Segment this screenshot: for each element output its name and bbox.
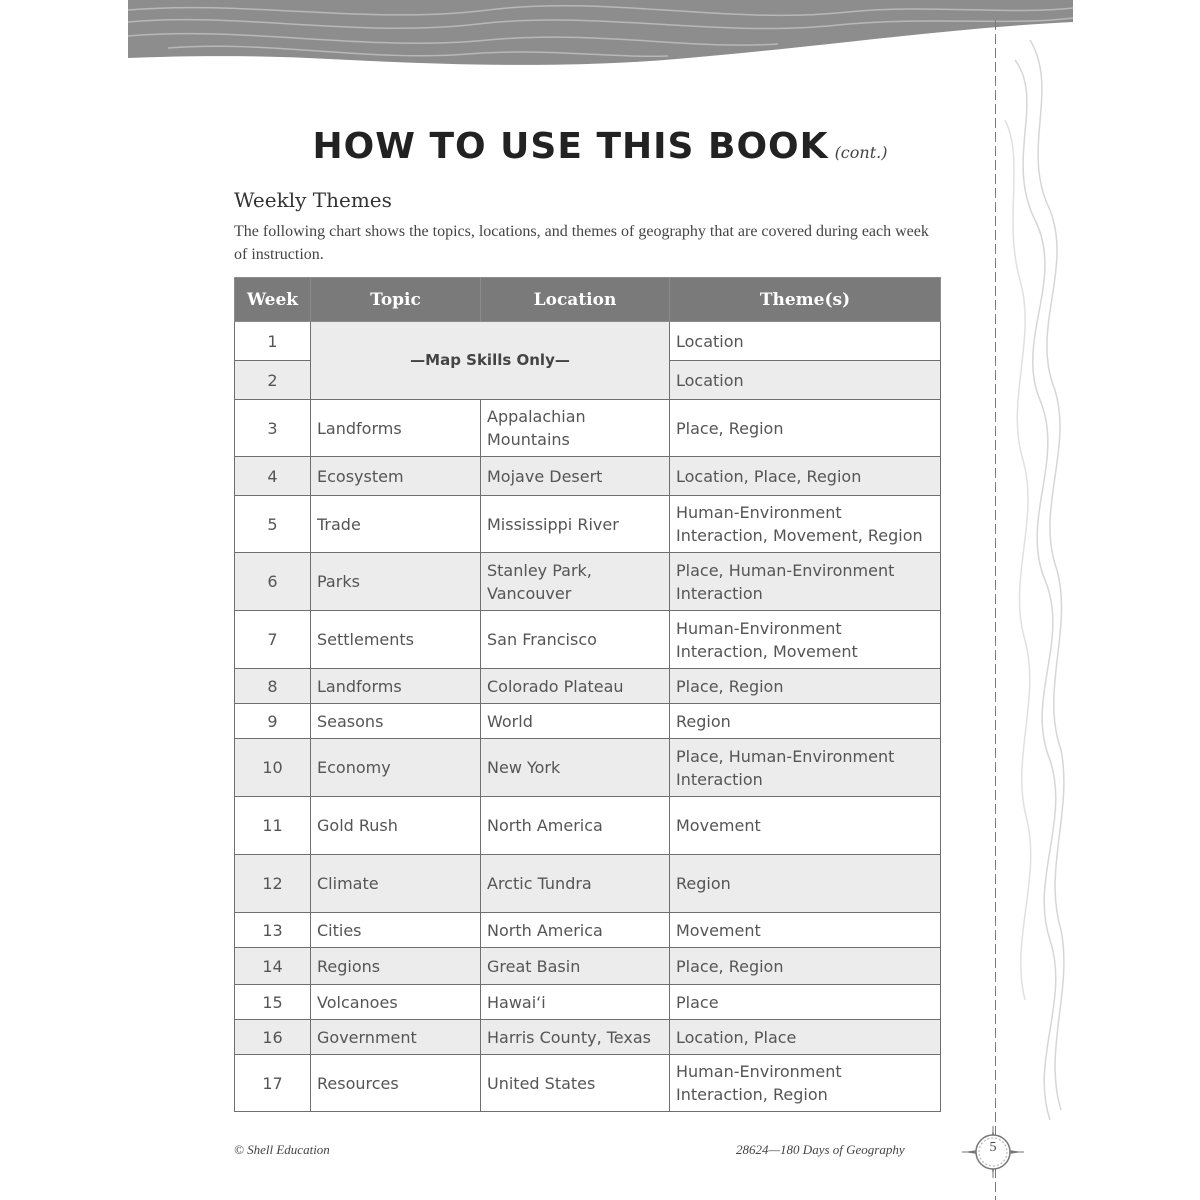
title-text: HOW TO USE THIS BOOK (312, 126, 829, 167)
location-cell: North America (481, 797, 670, 855)
topographic-side-strip (995, 20, 1073, 1200)
table-row (235, 948, 941, 985)
table-row (235, 322, 941, 361)
topic-cell: Landforms (311, 669, 481, 704)
themes-cell: Human-Environment Interaction, Movement (670, 611, 941, 669)
week-cell: 7 (235, 611, 311, 669)
themes-cell: Place, Region (670, 669, 941, 704)
themes-cell: Movement (670, 913, 941, 948)
topic-cell: Trade (311, 496, 481, 553)
themes-cell: Human-Environment Interaction, Movement, Region (670, 496, 941, 553)
topic-cell: Economy (311, 739, 481, 797)
week-cell: 8 (235, 669, 311, 704)
week-cell: 6 (235, 553, 311, 611)
themes-cell: Region (670, 855, 941, 913)
table-header-row (235, 278, 941, 322)
week-cell: 2 (235, 361, 311, 400)
week-cell: 4 (235, 457, 311, 496)
table-row (235, 985, 941, 1020)
topic-cell: Cities (311, 913, 481, 948)
table-row (235, 1020, 941, 1055)
table-row (235, 704, 941, 739)
themes-cell: Region (670, 704, 941, 739)
table-row (235, 669, 941, 704)
table-row (235, 457, 941, 496)
topic-cell: Climate (311, 855, 481, 913)
topic-cell: Ecosystem (311, 457, 481, 496)
location-cell: Mississippi River (481, 496, 670, 553)
topic-cell: Landforms (311, 400, 481, 457)
column-header-themes: Theme(s) (670, 278, 941, 322)
topographic-header-band (128, 0, 1073, 80)
topic-cell: Government (311, 1020, 481, 1055)
location-cell: Stanley Park, Vancouver (481, 553, 670, 611)
table-row (235, 1055, 941, 1112)
week-cell: 9 (235, 704, 311, 739)
weekly-themes-table (234, 277, 941, 1112)
themes-cell: Place, Region (670, 948, 941, 985)
week-cell: 3 (235, 400, 311, 457)
week-cell: 17 (235, 1055, 311, 1112)
table-row (235, 400, 941, 457)
table-row (235, 496, 941, 553)
week-cell: 13 (235, 913, 311, 948)
week-cell: 1 (235, 322, 311, 361)
title-suffix: (cont.) (834, 143, 888, 162)
topic-cell: Settlements (311, 611, 481, 669)
themes-cell: Human-Environment Interaction, Region (670, 1055, 941, 1112)
topic-cell: Regions (311, 948, 481, 985)
week-cell: 15 (235, 985, 311, 1020)
column-header-location: Location (481, 278, 670, 322)
location-cell: New York (481, 739, 670, 797)
table-row (235, 913, 941, 948)
location-cell: Arctic Tundra (481, 855, 670, 913)
topic-cell: Gold Rush (311, 797, 481, 855)
table-row (235, 553, 941, 611)
themes-cell: Location (670, 361, 941, 400)
table-row (235, 797, 941, 855)
themes-cell: Location (670, 322, 941, 361)
location-cell: Hawai‘i (481, 985, 670, 1020)
themes-cell: Location, Place (670, 1020, 941, 1055)
week-cell: 10 (235, 739, 311, 797)
page-number: 5 (989, 1140, 997, 1155)
location-cell: United States (481, 1055, 670, 1112)
week-cell: 16 (235, 1020, 311, 1055)
table-row (235, 855, 941, 913)
footer-book-reference: 28624—180 Days of Geography (736, 1142, 905, 1157)
themes-cell: Place, Human-Environment Interaction (670, 739, 941, 797)
map-skills-only-cell: —Map Skills Only— (311, 322, 670, 400)
location-cell: San Francisco (481, 611, 670, 669)
topic-cell: Parks (311, 553, 481, 611)
location-cell: North America (481, 913, 670, 948)
column-header-topic: Topic (311, 278, 481, 322)
themes-cell: Place (670, 985, 941, 1020)
location-cell: Mojave Desert (481, 457, 670, 496)
themes-cell: Movement (670, 797, 941, 855)
column-header-week: Week (235, 278, 311, 322)
topic-cell: Seasons (311, 704, 481, 739)
week-cell: 11 (235, 797, 311, 855)
location-cell: Harris County, Texas (481, 1020, 670, 1055)
themes-cell: Location, Place, Region (670, 457, 941, 496)
page-title (0, 126, 1200, 167)
week-cell: 14 (235, 948, 311, 985)
table-row (235, 739, 941, 797)
topic-cell: Volcanoes (311, 985, 481, 1020)
footer-copyright: © Shell Education (234, 1142, 330, 1157)
intro-paragraph: The following chart shows the topics, locations, and themes of geography that are covered during each week of instruction. (234, 223, 929, 263)
topic-cell: Resources (311, 1055, 481, 1112)
location-cell: Great Basin (481, 948, 670, 985)
themes-cell: Place, Human-Environment Interaction (670, 553, 941, 611)
table-row (235, 611, 941, 669)
week-cell: 12 (235, 855, 311, 913)
themes-cell: Place, Region (670, 400, 941, 457)
location-cell: Appalachian Mountains (481, 400, 670, 457)
week-cell: 5 (235, 496, 311, 553)
section-heading: Weekly Themes (234, 188, 392, 212)
location-cell: World (481, 704, 670, 739)
location-cell: Colorado Plateau (481, 669, 670, 704)
